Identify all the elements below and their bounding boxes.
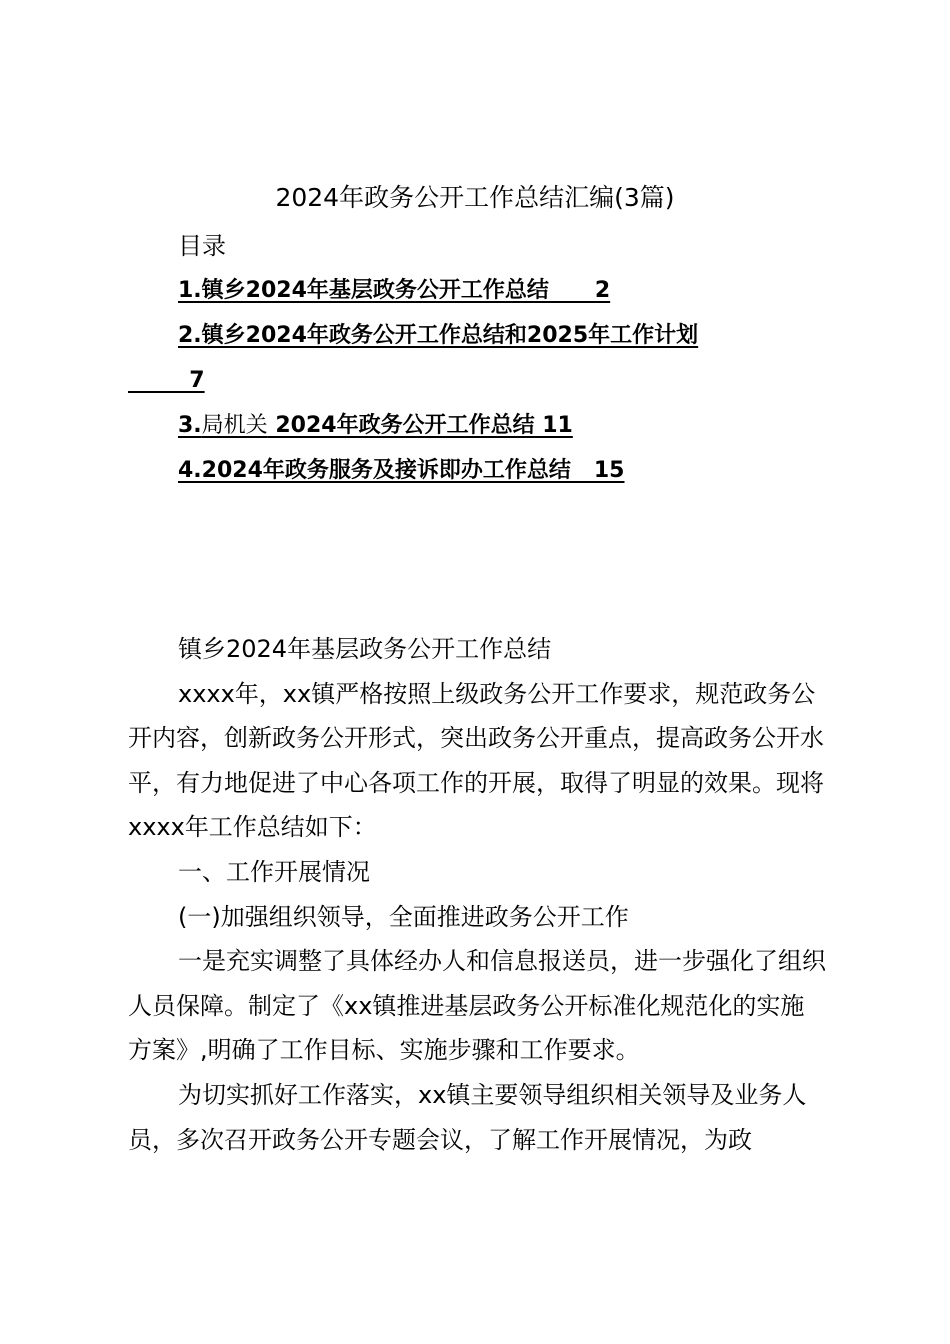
toc-entry-3[interactable] [178,410,573,442]
paragraph-staffing: 一是充实调整了具体经办人和信息报送员，进一步强化了组织人员保障。制定了《xx镇推进基层政务公开标准化规范化的实施方案》,明确了工作目标、实施步骤和工作要求。 [128,947,826,1065]
heading-work-status: 一、工作开展情况 [178,857,370,886]
toc-entry-2[interactable]: 2.镇乡2024年政务公开工作总结和2025年工作计划 [178,323,699,348]
toc-entry-3-text: 2024年政务公开工作总结 11 [267,413,573,438]
paragraph-intro: xxxx年，xx镇严格按照上级政务公开工作要求，规范政务公开内容，创新政务公开形式，突出政务公开重点，提高政务公开水平，有力地促进了中心各项工作的开展，取得了明显的效果。现将xxxx年工作总结如下： [128,679,824,842]
section-title: 镇乡2024年基层政务公开工作总结 [178,635,552,663]
toc-heading: 目录 [178,232,226,260]
toc-entry-3-unit: 局机关 [201,413,268,438]
body-text [128,627,828,1162]
toc-entry-4[interactable]: 4.2024年政务服务及接诉即办工作总结 15 [178,458,625,483]
toc-entry-1[interactable]: 1.镇乡2024年基层政务公开工作总结 2 [178,278,611,303]
toc-entry-3-prefix: 3. [178,413,202,438]
document-title: 2024年政务公开工作总结汇编(3篇) [275,183,675,212]
subheading-organization: (一)加强组织领导，全面推进政务公开工作 [178,902,629,931]
toc-entry-2-page[interactable]: 7 [128,368,205,393]
paragraph-implementation: 为切实抓好工作落实，xx镇主要领导组织相关领导及业务人员，多次召开政务公开专题会议，了解工作开展情况，为政 [128,1080,807,1154]
